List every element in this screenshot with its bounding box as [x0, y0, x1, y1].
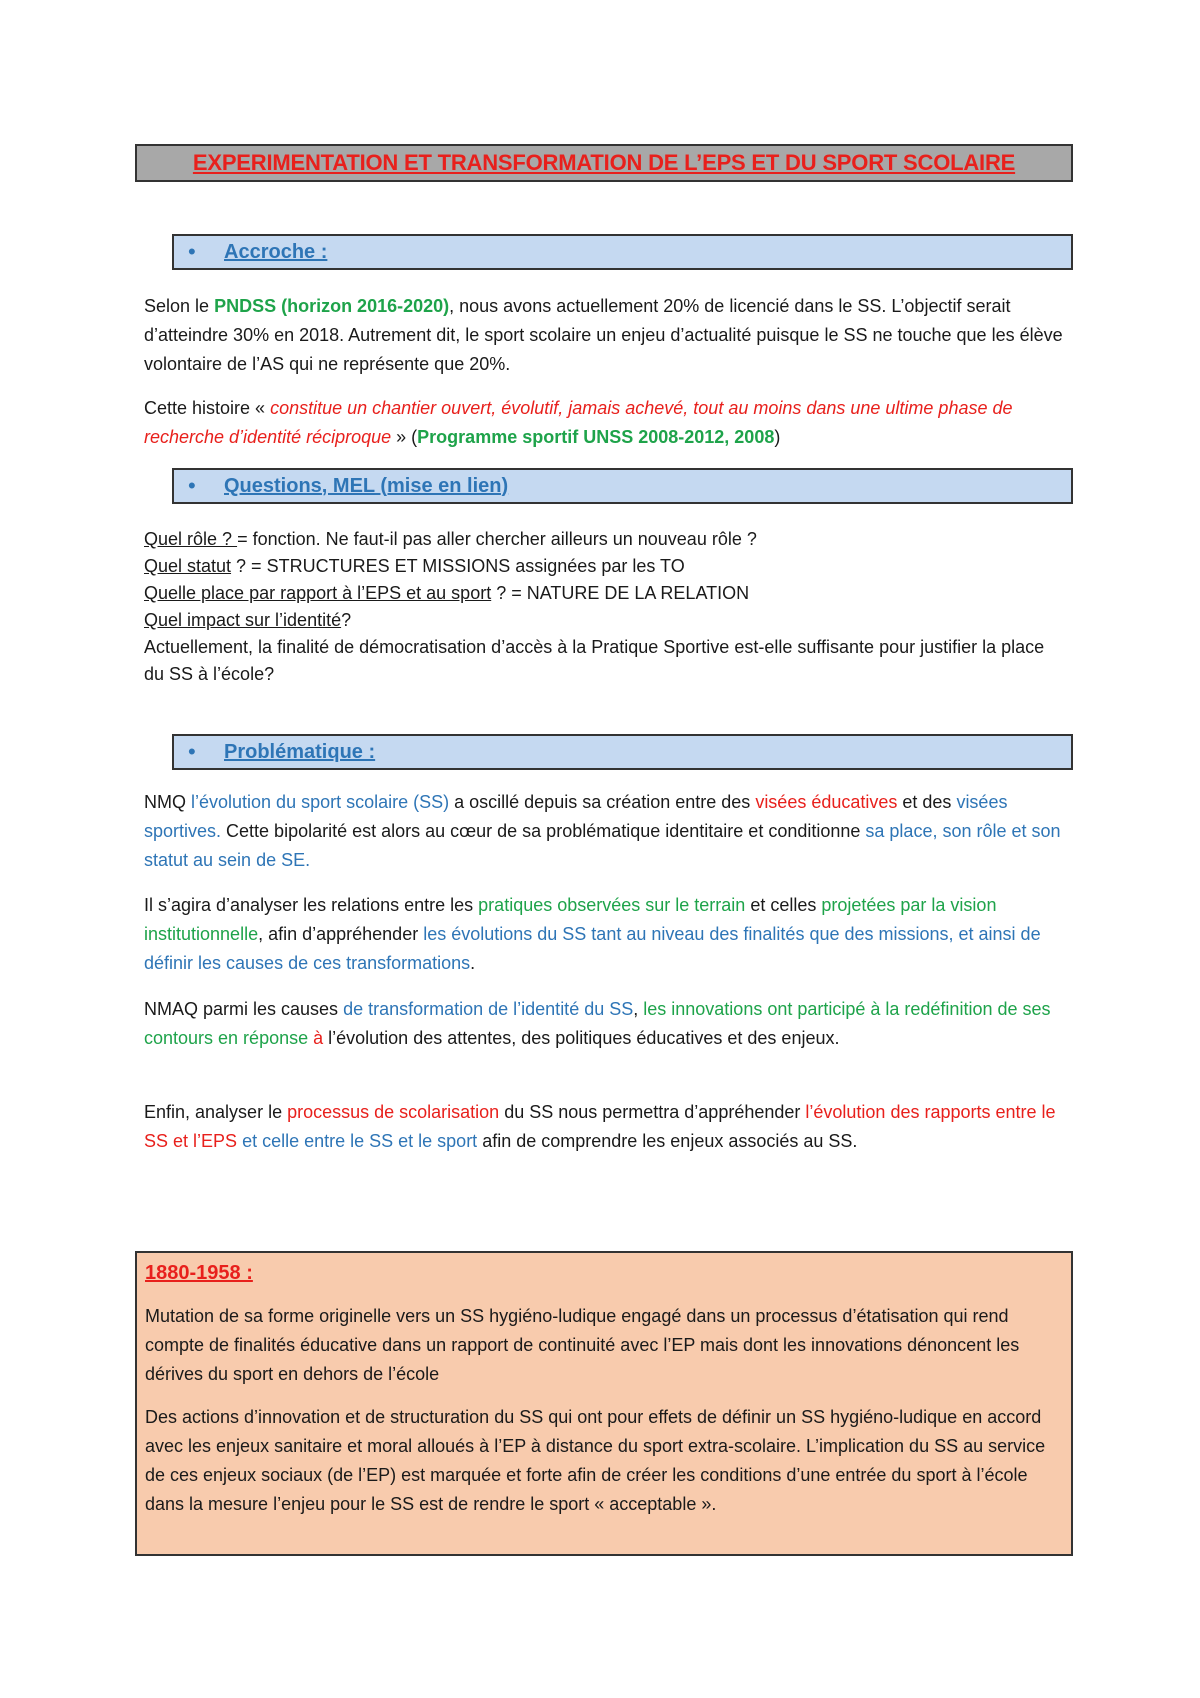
question-text: ? [341, 610, 352, 630]
accroche-paragraph-2 [144, 394, 1064, 452]
text-run-green: pratiques observées sur le terrain [478, 895, 746, 915]
text-run-blue: l’évolution du sport scolaire (SS) [191, 792, 450, 812]
text-run: Enfin, analyser le [144, 1102, 288, 1122]
text-run-blue: sa place, son rôle et son statut au sein de SE. [144, 821, 1061, 870]
spacer [145, 1288, 1061, 1302]
document-title-bar [135, 144, 1073, 182]
question-text: ? = STRUCTURES ET MISSIONS assignées par les TO [231, 556, 685, 576]
question-text: = fonction. Ne faut-il pas aller chercher ailleurs un nouveau rôle ? [237, 529, 757, 549]
section-header-questions [172, 468, 1073, 504]
text-run: . [470, 953, 476, 973]
problematique-paragraph-2 [144, 891, 1064, 978]
text-run: et celles [745, 895, 822, 915]
text-run: et des [897, 792, 957, 812]
text-run-red: visées éducatives [755, 792, 898, 812]
quote-text: constitue un chantier ouvert, évolutif, jamais achevé, tout au moins dans une ultime phase de recherche d’identité réciproque [144, 398, 1013, 447]
text-run: ) [774, 427, 781, 447]
questions-list [144, 526, 1064, 688]
bullet-icon: • [188, 473, 196, 498]
section-header-problematique [172, 734, 1073, 770]
accroche-paragraph-1 [144, 292, 1064, 379]
text-run-red: à [313, 1028, 324, 1048]
text-run-blue: les évolutions du SS tant au niveau des finalités que des missions, et ainsi de définir les causes de ces transformations [144, 924, 1041, 973]
period-paragraph-1: Mutation de sa forme originelle vers un SS hygiéno-ludique engagé dans un processus d’étatisation qui rend compte de finalités éducative dans un rapport de continuité avec l’EP mais dont les innovations dénoncent les dérives du sport en dehors de l’école [145, 1306, 1020, 1384]
text-run: NMAQ parmi les causes [144, 999, 344, 1019]
question-line [144, 553, 1064, 580]
document-title: EXPERIMENTATION ET TRANSFORMATION DE L’EPS ET DU SPORT SCOLAIRE [192, 150, 1016, 175]
text-run: , afin d’appréhender [258, 924, 424, 944]
text-run: Il s’agira d’analyser les relations entre les [144, 895, 479, 915]
question-text: ? = NATURE DE LA RELATION [491, 583, 750, 603]
question-underlined: Quel rôle ? [144, 529, 238, 549]
question-underlined: Quel impact sur l’identité [144, 610, 342, 630]
text-run: » ( [391, 427, 418, 447]
text-run: a oscillé depuis sa création entre des [449, 792, 756, 812]
period-title: 1880-1958 : [145, 1262, 253, 1284]
bullet-icon: • [188, 239, 196, 264]
text-run: Cette bipolarité est alors au cœur de sa problématique identitaire et conditionne [221, 821, 866, 841]
period-box-1880-1958 [135, 1251, 1073, 1556]
bullet-icon: • [188, 739, 196, 764]
problematique-paragraph-3 [144, 995, 1064, 1053]
citation-source: Programme sportif UNSS 2008-2012, 2008 [417, 427, 775, 447]
period-paragraph-2: Des actions d’innovation et de structuration du SS qui ont pour effets de définir un SS hygiéno-ludique en accord avec les enjeux sanitaire et moral alloués à l’EP à distance du sport extra-scolaire. L’implication du SS au service de ces enjeux sociaux (de l’EP) est marquée et forte afin de créer les conditions d’une entrée du sport à l’école dans la mesure l’enjeu pour le SS est de rendre le sport « acceptable ». [145, 1407, 1046, 1514]
text-run: , nous avons actuellement 20% de licencié dans le SS. L’objectif serait d’atteindre 30% en 2018. Autrement dit, le sport scolaire un enjeu d’actualité puisque le SS ne touche que les élève volontaire de l’AS qui ne représente que 20%. [144, 296, 1063, 374]
text-run: , [633, 999, 644, 1019]
text-run-red: l’évolution des rapports entre le SS et l’EPS [144, 1102, 1056, 1151]
text-run-red: processus de scolarisation [287, 1102, 500, 1122]
text-run-green: les innovations ont participé à la redéfinition de ses contours en réponse [144, 999, 1051, 1048]
question-line [144, 526, 1064, 553]
text-run: afin de comprendre les enjeux associés au SS. [477, 1131, 858, 1151]
text-run-green: PNDSS (horizon 2016-2020) [214, 296, 450, 316]
text-run: Cette histoire « [144, 398, 271, 418]
spacer [145, 1389, 1061, 1403]
section-label-accroche: Accroche : [224, 240, 328, 263]
question-line [144, 607, 1064, 634]
question-line [144, 580, 1064, 607]
section-label-problematique: Problématique : [224, 740, 376, 763]
text-run-blue: de transformation de l’identité du SS [343, 999, 634, 1019]
section-header-accroche [172, 234, 1073, 270]
question-underlined: Quelle place par rapport à l’EPS et au sport [144, 583, 492, 603]
text-run: Selon le [144, 296, 215, 316]
text-run: NMQ [144, 792, 191, 812]
text-run-green: projetées par la vision institutionnelle [144, 895, 997, 944]
text-run-blue: visées sportives. [144, 792, 1008, 841]
section-label-questions: Questions, MEL (mise en lien) [224, 474, 509, 497]
text-run-blue: et celle entre le SS et le sport [242, 1131, 478, 1151]
text-run: du SS nous permettra d’appréhender [499, 1102, 806, 1122]
problematique-paragraph-4 [144, 1098, 1064, 1156]
text-run: l’évolution des attentes, des politiques éducatives et des enjeux. [323, 1028, 840, 1048]
question-line: Actuellement, la finalité de démocratisation d’accès à la Pratique Sportive est-elle suffisante pour justifier la place du SS à l’école? [144, 637, 1045, 684]
question-underlined: Quel statut [144, 556, 232, 576]
problematique-paragraph-1 [144, 788, 1064, 875]
